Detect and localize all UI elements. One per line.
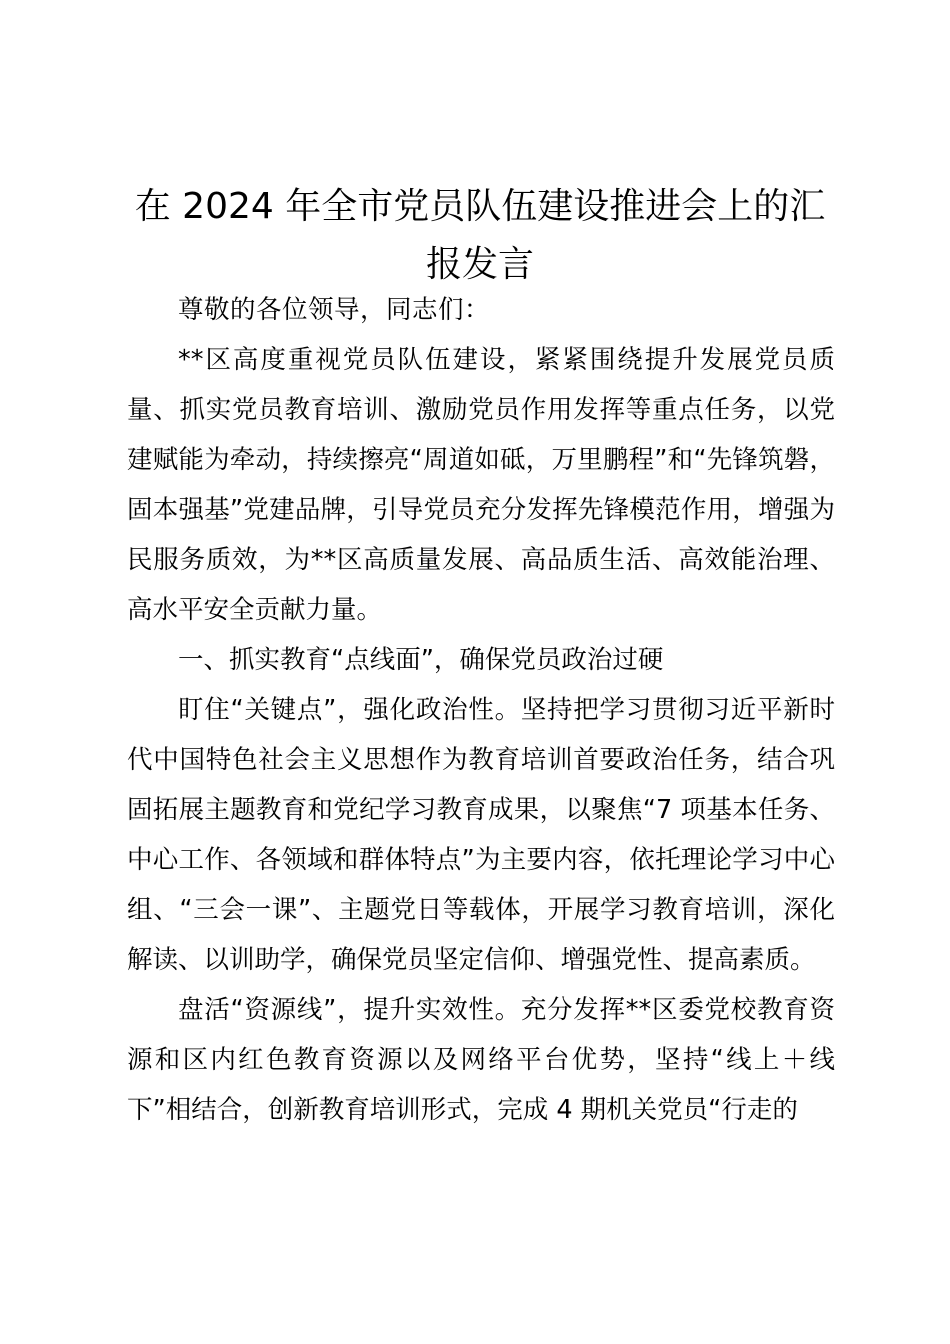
document-title: 在 2024 年全市党员队伍建设推进会上的汇报发言 (134, 186, 826, 285)
document-body (127, 285, 835, 1135)
paragraph-resource-line: 盘活“资源线”，提升实效性。充分发挥**区委党校教育资源和区内红色教育资源以及网络平台优势，坚持“线上＋线下”相结合，创新教育培训形式，完成 4 期机关党员“行走的 (127, 995, 835, 1125)
paragraph-intro: **区高度重视党员队伍建设，紧紧围绕提升发展党员质量、抓实党员教育培训、激励党员作用发挥等重点任务，以党建赋能为牵动，持续擦亮“周道如砥，万里鹏程”和“先锋筑磐，固本强基”党建品牌，引导党员充分发挥先锋模范作用，增强为民服务质效，为**区高质量发展、高品质生活、高效能治理、高水平安全贡献力量。 (127, 345, 835, 625)
salutation: 尊敬的各位领导，同志们： (178, 295, 491, 325)
paragraph-key-point: 盯住“关键点”，强化政治性。坚持把学习贯彻习近平新时代中国特色社会主义思想作为教育培训首要政治任务，结合巩固拓展主题教育和党纪学习教育成果，以聚焦“7 项基本任务、中心工作、各领域和群体特点”为主要内容，依托理论学习中心组、“三会一课”、主题党日等载体，开展学习教育培训，深化解读、以训助学，确保党员坚定信仰、增强党性、提高素质。 (127, 695, 835, 975)
section-heading-1: 一、抓实教育“点线面”，确保党员政治过硬 (178, 645, 664, 675)
